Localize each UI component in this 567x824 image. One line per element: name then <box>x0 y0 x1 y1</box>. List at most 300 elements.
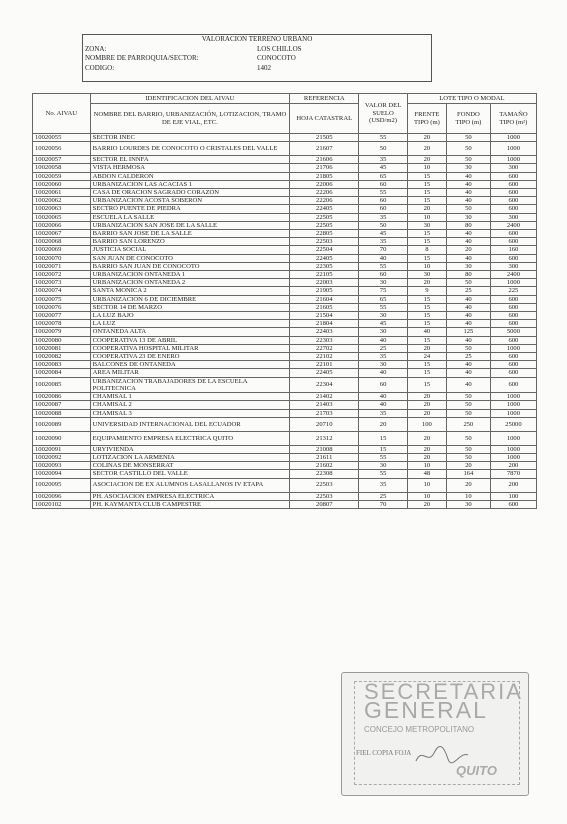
cell-no-aivau: 10020067 <box>33 230 91 238</box>
cell-hoja: 21402 <box>290 393 359 401</box>
cell-valor: 30 <box>359 462 407 470</box>
cell-hoja: 22503 <box>290 478 359 492</box>
cell-fondo: 40 <box>447 180 491 188</box>
cell-nombre: BARRIO SAN LORENZO <box>90 238 290 246</box>
cell-fondo: 164 <box>447 470 491 478</box>
cell-hoja: 20807 <box>290 500 359 508</box>
cell-frente: 9 <box>407 287 446 295</box>
cell-nombre: SANTA MONICA 2 <box>90 287 290 295</box>
cell-no-aivau: 10020083 <box>33 361 91 369</box>
cell-valor: 60 <box>359 377 407 392</box>
cell-hoja: 22305 <box>290 262 359 270</box>
cell-hoja: 21804 <box>290 320 359 328</box>
header-title: VALORACION TERRENO URBANO <box>201 35 313 43</box>
cell-valor: 40 <box>359 254 407 262</box>
cell-nombre: VISTA HERMOSA <box>90 164 290 172</box>
cell-no-aivau: 10020073 <box>33 279 91 287</box>
cell-nombre: SECTOR 14 DE MARZO <box>90 303 290 311</box>
cell-valor: 35 <box>359 353 407 361</box>
cell-fondo: 40 <box>447 172 491 180</box>
cell-hoja: 21706 <box>290 164 359 172</box>
cell-nombre: BARRIO SAN JUAN DE CONOCOTO <box>90 262 290 270</box>
cell-no-aivau: 10020063 <box>33 205 91 213</box>
table-row <box>33 462 537 470</box>
cell-tamano: 160 <box>490 246 536 254</box>
cell-fondo: 40 <box>447 238 491 246</box>
cell-fondo: 50 <box>447 279 491 287</box>
cell-valor: 60 <box>359 205 407 213</box>
table-row <box>33 180 537 188</box>
cell-frente: 20 <box>407 500 446 508</box>
table-row <box>33 271 537 279</box>
cell-valor: 30 <box>359 279 407 287</box>
cell-nombre: BARRIO SAN JOSE DE LA SALLE <box>90 230 290 238</box>
cell-tamano: 1000 <box>490 401 536 409</box>
cell-tamano: 1000 <box>490 156 536 164</box>
cell-no-aivau: 10020059 <box>33 172 91 180</box>
table-row <box>33 500 537 508</box>
cell-fondo: 40 <box>447 336 491 344</box>
table-row <box>33 254 537 262</box>
cell-fondo: 40 <box>447 303 491 311</box>
table-row <box>33 431 537 445</box>
table-body <box>33 134 537 509</box>
cell-no-aivau: 10020070 <box>33 254 91 262</box>
official-stamp <box>341 672 529 796</box>
cell-fondo: 125 <box>447 328 491 336</box>
cell-no-aivau: 10020061 <box>33 189 91 197</box>
header-row-zona <box>83 45 431 55</box>
cell-no-aivau: 10020086 <box>33 393 91 401</box>
cell-no-aivau: 10020068 <box>33 238 91 246</box>
table-row <box>33 189 537 197</box>
cell-frente: 15 <box>407 238 446 246</box>
cell-fondo: 50 <box>447 431 491 445</box>
header-value: LOS CHILLOS <box>257 44 302 53</box>
table-row <box>33 156 537 164</box>
cell-valor: 55 <box>359 189 407 197</box>
header-row-codigo <box>83 64 431 74</box>
cell-valor: 65 <box>359 172 407 180</box>
cell-hoja: 21805 <box>290 172 359 180</box>
cell-fondo: 50 <box>447 393 491 401</box>
cell-nombre: PH. ASOCIACION EMPRESA ELECTRICA <box>90 492 290 500</box>
cell-fondo: 250 <box>447 417 491 431</box>
cell-tamano: 600 <box>490 180 536 188</box>
cell-valor: 40 <box>359 336 407 344</box>
cell-valor: 15 <box>359 445 407 453</box>
cell-frente: 20 <box>407 279 446 287</box>
cell-frente: 40 <box>407 328 446 336</box>
cell-fondo: 30 <box>447 262 491 270</box>
cell-hoja: 21312 <box>290 431 359 445</box>
table-row <box>33 328 537 336</box>
cell-frente: 15 <box>407 295 446 303</box>
cell-nombre: URBANIZACION TRABAJADORES DE LA ESCUELA POLITECNICA <box>90 377 290 392</box>
cell-hoja: 22505 <box>290 221 359 229</box>
cell-tamano: 1000 <box>490 279 536 287</box>
table-row <box>33 453 537 461</box>
cell-hoja: 22405 <box>290 254 359 262</box>
col-lote: LOTE TIPO O MODAL <box>407 94 536 104</box>
cell-hoja: 21604 <box>290 295 359 303</box>
cell-hoja: 22105 <box>290 271 359 279</box>
cell-hoja: 22308 <box>290 470 359 478</box>
header-value: 1402 <box>257 63 271 72</box>
cell-tamano: 600 <box>490 189 536 197</box>
cell-hoja: 20710 <box>290 417 359 431</box>
table-row <box>33 287 537 295</box>
cell-fondo: 25 <box>447 287 491 295</box>
cell-hoja: 22101 <box>290 361 359 369</box>
cell-fondo: 40 <box>447 361 491 369</box>
cell-valor: 15 <box>359 431 407 445</box>
cell-fondo: 20 <box>447 478 491 492</box>
cell-fondo: 50 <box>447 142 491 156</box>
col-no-aivau: No. AIVAU <box>33 94 91 134</box>
cell-hoja: 22805 <box>290 230 359 238</box>
cell-fondo: 10 <box>447 492 491 500</box>
cell-nombre: URBANIZACION LAS ACACIAS 1 <box>90 180 290 188</box>
cell-frente: 20 <box>407 344 446 352</box>
table-row <box>33 336 537 344</box>
cell-fondo: 40 <box>447 230 491 238</box>
cell-no-aivau: 10020093 <box>33 462 91 470</box>
cell-frente: 20 <box>407 205 446 213</box>
cell-nombre: SECTOR EL INNFA <box>90 156 290 164</box>
cell-valor: 75 <box>359 287 407 295</box>
cell-tamano: 300 <box>490 164 536 172</box>
cell-hoja: 21611 <box>290 453 359 461</box>
cell-tamano: 200 <box>490 478 536 492</box>
cell-fondo: 40 <box>447 369 491 377</box>
cell-valor: 55 <box>359 453 407 461</box>
stamp-line-2: GENERAL <box>364 697 488 723</box>
cell-fondo: 50 <box>447 453 491 461</box>
table-row <box>33 230 537 238</box>
cell-hoja: 21905 <box>290 287 359 295</box>
table-row <box>33 320 537 328</box>
cell-tamano: 600 <box>490 312 536 320</box>
cell-frente: 20 <box>407 142 446 156</box>
cell-tamano: 5000 <box>490 328 536 336</box>
cell-hoja: 22206 <box>290 197 359 205</box>
cell-frente: 10 <box>407 478 446 492</box>
cell-valor: 45 <box>359 320 407 328</box>
table-row <box>33 279 537 287</box>
cell-fondo: 25 <box>447 353 491 361</box>
cell-nombre: CHAMISAL 3 <box>90 409 290 417</box>
cell-frente: 15 <box>407 172 446 180</box>
cell-hoja: 22405 <box>290 369 359 377</box>
cell-frente: 15 <box>407 254 446 262</box>
cell-nombre: LA LUZ BAJO <box>90 312 290 320</box>
cell-no-aivau: 10020094 <box>33 470 91 478</box>
cell-hoja: 21606 <box>290 156 359 164</box>
valuation-table <box>32 93 537 509</box>
table-row <box>33 478 537 492</box>
table-row <box>33 172 537 180</box>
cell-frente: 15 <box>407 189 446 197</box>
cell-fondo: 50 <box>447 134 491 142</box>
cell-nombre: JUSTICIA SOCIAL <box>90 246 290 254</box>
cell-tamano: 1000 <box>490 142 536 156</box>
header-row-parroquia <box>83 54 431 64</box>
cell-frente: 15 <box>407 180 446 188</box>
cell-frente: 8 <box>407 246 446 254</box>
cell-nombre: URBANIZACION ONTANEDA 2 <box>90 279 290 287</box>
cell-tamano: 300 <box>490 213 536 221</box>
cell-frente: 10 <box>407 492 446 500</box>
cell-no-aivau: 10020065 <box>33 213 91 221</box>
cell-valor: 65 <box>359 295 407 303</box>
cell-tamano: 2400 <box>490 271 536 279</box>
cell-no-aivau: 10020060 <box>33 180 91 188</box>
cell-frente: 30 <box>407 221 446 229</box>
cell-frente: 20 <box>407 134 446 142</box>
table-row <box>33 393 537 401</box>
cell-valor: 60 <box>359 180 407 188</box>
cell-no-aivau: 10020062 <box>33 197 91 205</box>
cell-fondo: 50 <box>447 401 491 409</box>
cell-hoja: 21403 <box>290 401 359 409</box>
cell-fondo: 50 <box>447 409 491 417</box>
cell-no-aivau: 10020078 <box>33 320 91 328</box>
cell-valor: 30 <box>359 328 407 336</box>
cell-tamano: 600 <box>490 197 536 205</box>
cell-frente: 20 <box>407 393 446 401</box>
cell-hoja: 21602 <box>290 462 359 470</box>
cell-no-aivau: 10020071 <box>33 262 91 270</box>
cell-tamano: 600 <box>490 205 536 213</box>
table-row <box>33 164 537 172</box>
cell-nombre: CASA DE ORACION SAGRADO CORAZON <box>90 189 290 197</box>
cell-nombre: SECTOR INEC <box>90 134 290 142</box>
cell-hoja: 21505 <box>290 134 359 142</box>
cell-valor: 55 <box>359 303 407 311</box>
cell-frente: 15 <box>407 369 446 377</box>
table-row <box>33 492 537 500</box>
cell-hoja: 22504 <box>290 246 359 254</box>
cell-nombre: EQUIPAMIENTO EMPRESA ELECTRICA QUITO <box>90 431 290 445</box>
table-row <box>33 344 537 352</box>
cell-tamano: 600 <box>490 254 536 262</box>
quito-logo: QUITO <box>456 763 497 778</box>
cell-tamano: 600 <box>490 361 536 369</box>
cell-tamano: 1000 <box>490 431 536 445</box>
cell-nombre: PH. KAYMANTA CLUB CAMPESTRE <box>90 500 290 508</box>
cell-frente: 15 <box>407 303 446 311</box>
cell-tamano: 600 <box>490 336 536 344</box>
cell-hoja: 21008 <box>290 445 359 453</box>
cell-hoja: 22405 <box>290 205 359 213</box>
cell-valor: 60 <box>359 271 407 279</box>
cell-tamano: 1000 <box>490 344 536 352</box>
table-row <box>33 361 537 369</box>
cell-nombre: URBANIZACION ACOSTA SOBERON <box>90 197 290 205</box>
cell-fondo: 80 <box>447 221 491 229</box>
cell-nombre: SECTRO PUENTE DE PIEDRA <box>90 205 290 213</box>
col-nombre: NOMBRE DEL BARRIO, URBANIZACIÓN, LOTIZACION, TRAMO DE EJE VIAL, ETC. <box>90 104 290 134</box>
cell-hoja: 22503 <box>290 492 359 500</box>
cell-tamano: 200 <box>490 462 536 470</box>
cell-no-aivau: 10020076 <box>33 303 91 311</box>
cell-nombre: SECTOR CASTILLO DEL VALLE <box>90 470 290 478</box>
cell-hoja: 22102 <box>290 353 359 361</box>
cell-hoja: 22003 <box>290 279 359 287</box>
cell-fondo: 40 <box>447 197 491 205</box>
table-row <box>33 213 537 221</box>
cell-frente: 20 <box>407 409 446 417</box>
cell-tamano: 225 <box>490 287 536 295</box>
cell-tamano: 600 <box>490 353 536 361</box>
cell-nombre: LOTIZACION LA ARMENIA <box>90 453 290 461</box>
cell-hoja: 22304 <box>290 377 359 392</box>
cell-nombre: COOPERATIVA 23 DE ENERO <box>90 353 290 361</box>
cell-valor: 70 <box>359 500 407 508</box>
cell-nombre: URBANIZACION SAN JOSE DE LA SALLE <box>90 221 290 229</box>
cell-no-aivau: 10020082 <box>33 353 91 361</box>
cell-valor: 30 <box>359 312 407 320</box>
cell-frente: 10 <box>407 213 446 221</box>
cell-fondo: 50 <box>447 205 491 213</box>
col-ref: REFERENCIA <box>290 94 359 104</box>
cell-fondo: 40 <box>447 254 491 262</box>
cell-nombre: COOPERATIVA 13 DE ABRIL <box>90 336 290 344</box>
cell-no-aivau: 10020095 <box>33 478 91 492</box>
cell-frente: 15 <box>407 312 446 320</box>
cell-nombre: BARRIO LOURDES DE CONOCOTO O CRISTALES DEL VALLE <box>90 142 290 156</box>
cell-frente: 30 <box>407 271 446 279</box>
cell-valor: 45 <box>359 230 407 238</box>
cell-hoja: 22503 <box>290 238 359 246</box>
table-row <box>33 377 537 392</box>
cell-frente: 15 <box>407 361 446 369</box>
cell-tamano: 300 <box>490 262 536 270</box>
cell-nombre: AREA MILITAR <box>90 369 290 377</box>
cell-valor: 35 <box>359 156 407 164</box>
cell-hoja: 21703 <box>290 409 359 417</box>
cell-no-aivau: 10020096 <box>33 492 91 500</box>
cell-fondo: 50 <box>447 344 491 352</box>
cell-nombre: BALCONES DE ONTANEDA <box>90 361 290 369</box>
cell-valor: 55 <box>359 470 407 478</box>
table-row <box>33 221 537 229</box>
cell-no-aivau: 10020087 <box>33 401 91 409</box>
header-label: CODIGO: <box>85 63 115 72</box>
table-row <box>33 401 537 409</box>
cell-valor: 45 <box>359 164 407 172</box>
cell-tamano: 600 <box>490 238 536 246</box>
table-row <box>33 409 537 417</box>
cell-fondo: 50 <box>447 156 491 164</box>
cell-tamano: 600 <box>490 303 536 311</box>
cell-tamano: 1000 <box>490 409 536 417</box>
table-row <box>33 238 537 246</box>
col-valor: VALOR DEL SUELO (USD/m2) <box>359 94 407 134</box>
cell-tamano: 1000 <box>490 453 536 461</box>
cell-tamano: 1000 <box>490 393 536 401</box>
cell-frente: 20 <box>407 431 446 445</box>
cell-valor: 35 <box>359 409 407 417</box>
cell-valor: 50 <box>359 221 407 229</box>
cell-valor: 35 <box>359 213 407 221</box>
table-row <box>33 262 537 270</box>
cell-tamano: 2400 <box>490 221 536 229</box>
table-row <box>33 312 537 320</box>
cell-tamano: 7870 <box>490 470 536 478</box>
cell-hoja: 21607 <box>290 142 359 156</box>
cell-fondo: 30 <box>447 500 491 508</box>
cell-valor: 25 <box>359 492 407 500</box>
cell-no-aivau: 10020089 <box>33 417 91 431</box>
stamp-line-1: SECRETARIA <box>364 679 523 704</box>
cell-nombre: LA LUZ <box>90 320 290 328</box>
cell-frente: 15 <box>407 320 446 328</box>
cell-valor: 40 <box>359 401 407 409</box>
cell-valor: 55 <box>359 262 407 270</box>
cell-no-aivau: 10020066 <box>33 221 91 229</box>
table-row <box>33 417 537 431</box>
cell-nombre: ASOCIACION DE EX ALUMNOS LASALLANOS IV ETAPA <box>90 478 290 492</box>
table-row <box>33 246 537 254</box>
cell-fondo: 30 <box>447 164 491 172</box>
cell-tamano: 600 <box>490 230 536 238</box>
cell-fondo: 40 <box>447 377 491 392</box>
col-frente: FRENTE TIPO (m) <box>407 104 446 134</box>
table-row <box>33 197 537 205</box>
table-row <box>33 142 537 156</box>
stamp-line-3: CONCEJO METROPOLITANO <box>364 725 475 734</box>
cell-fondo: 40 <box>447 320 491 328</box>
header-value: CONOCOTO <box>257 54 296 62</box>
cell-no-aivau: 10020102 <box>33 500 91 508</box>
col-fondo: FONDO TIPO (m) <box>447 104 491 134</box>
cell-frente: 10 <box>407 262 446 270</box>
cell-fondo: 40 <box>447 295 491 303</box>
cell-no-aivau: 10020072 <box>33 271 91 279</box>
valuation-header <box>82 34 432 82</box>
cell-fondo: 80 <box>447 271 491 279</box>
cell-no-aivau: 10020057 <box>33 156 91 164</box>
cell-fondo: 20 <box>447 246 491 254</box>
cell-nombre: UNIVERSIDAD INTERNACIONAL DEL ECUADOR <box>90 417 290 431</box>
cell-tamano: 600 <box>490 500 536 508</box>
cell-no-aivau: 10020055 <box>33 134 91 142</box>
cell-no-aivau: 10020077 <box>33 312 91 320</box>
cell-no-aivau: 10020081 <box>33 344 91 352</box>
cell-hoja: 22505 <box>290 213 359 221</box>
cell-nombre: ABDON CALDERON <box>90 172 290 180</box>
cell-no-aivau: 10020079 <box>33 328 91 336</box>
cell-tamano: 600 <box>490 377 536 392</box>
cell-fondo: 30 <box>447 213 491 221</box>
cell-hoja: 21605 <box>290 303 359 311</box>
cell-hoja: 22702 <box>290 344 359 352</box>
cell-nombre: CHAMISAL 1 <box>90 393 290 401</box>
table-row <box>33 445 537 453</box>
cell-no-aivau: 10020088 <box>33 409 91 417</box>
cell-nombre: COOPERATIVA HOSPITAL MILITAR <box>90 344 290 352</box>
cell-valor: 60 <box>359 197 407 205</box>
cell-hoja: 22403 <box>290 328 359 336</box>
cell-tamano: 600 <box>490 295 536 303</box>
cell-tamano: 600 <box>490 172 536 180</box>
cell-valor: 40 <box>359 393 407 401</box>
cell-no-aivau: 10020080 <box>33 336 91 344</box>
cell-nombre: COLINAS DE MONSERRAT <box>90 462 290 470</box>
cell-tamano: 25000 <box>490 417 536 431</box>
